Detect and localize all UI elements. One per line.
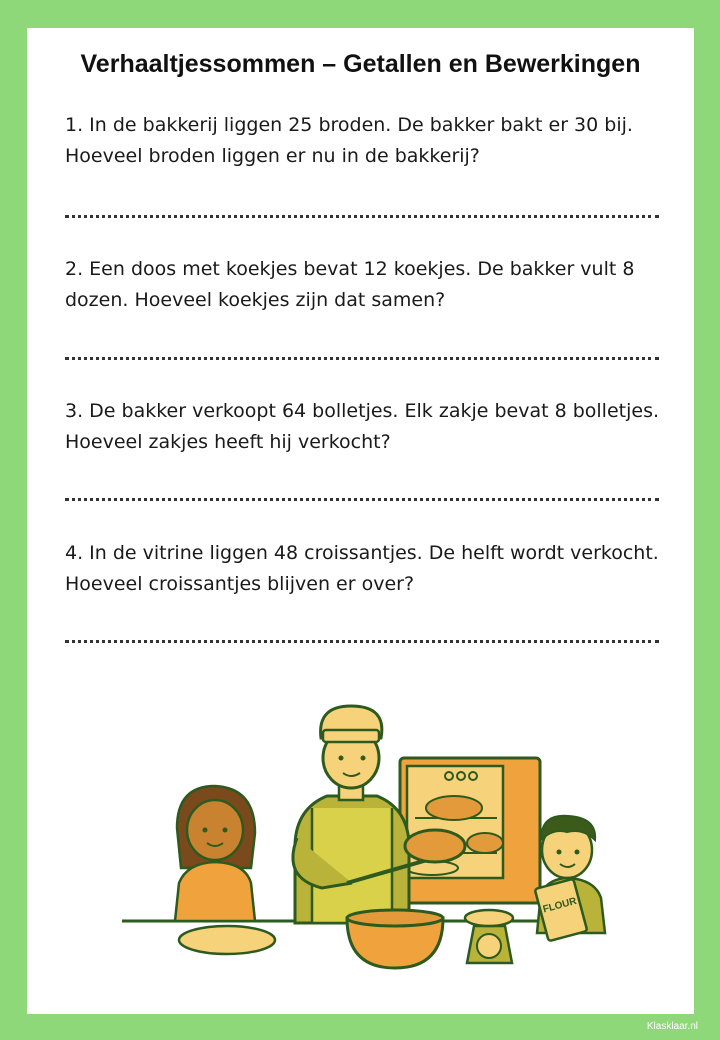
footer-credit: Klasklaar.nl	[646, 1021, 698, 1032]
answer-line-2[interactable]	[65, 353, 659, 360]
boy-figure	[535, 816, 605, 942]
bowl-icon	[347, 910, 443, 968]
question-3: 3. De bakker verkoopt 64 bolletjes. Elk zakje bevat 8 bolletjes. Hoeveel zakjes heeft hij verkocht?	[65, 400, 660, 453]
bakery-illustration	[117, 678, 607, 998]
question-2: 2. Een doos met koekjes bevat 12 koekjes. De bakker vult 8 dozen. Hoeveel koekjes zijn dat samen?	[65, 258, 635, 311]
question-4: 4. In de vitrine liggen 48 croissantjes. De helft wordt verkocht. Hoeveel croissantjes blijven er over?	[65, 542, 659, 595]
worksheet	[27, 28, 694, 1014]
answer-line-3[interactable]	[65, 494, 659, 501]
answer-line-4[interactable]	[65, 636, 659, 643]
page-title: Verhaaltjessommen – Getallen en Bewerkingen	[80, 50, 641, 78]
flour-label: FLOUR	[541, 895, 578, 916]
question-1: 1. In de bakkerij liggen 25 broden. De bakker bakt er 30 bij. Hoeveel broden liggen er nu in de bakkerij?	[65, 114, 633, 167]
answer-line-1[interactable]	[65, 211, 659, 218]
girl-figure	[175, 786, 275, 954]
scale-icon	[465, 910, 513, 963]
